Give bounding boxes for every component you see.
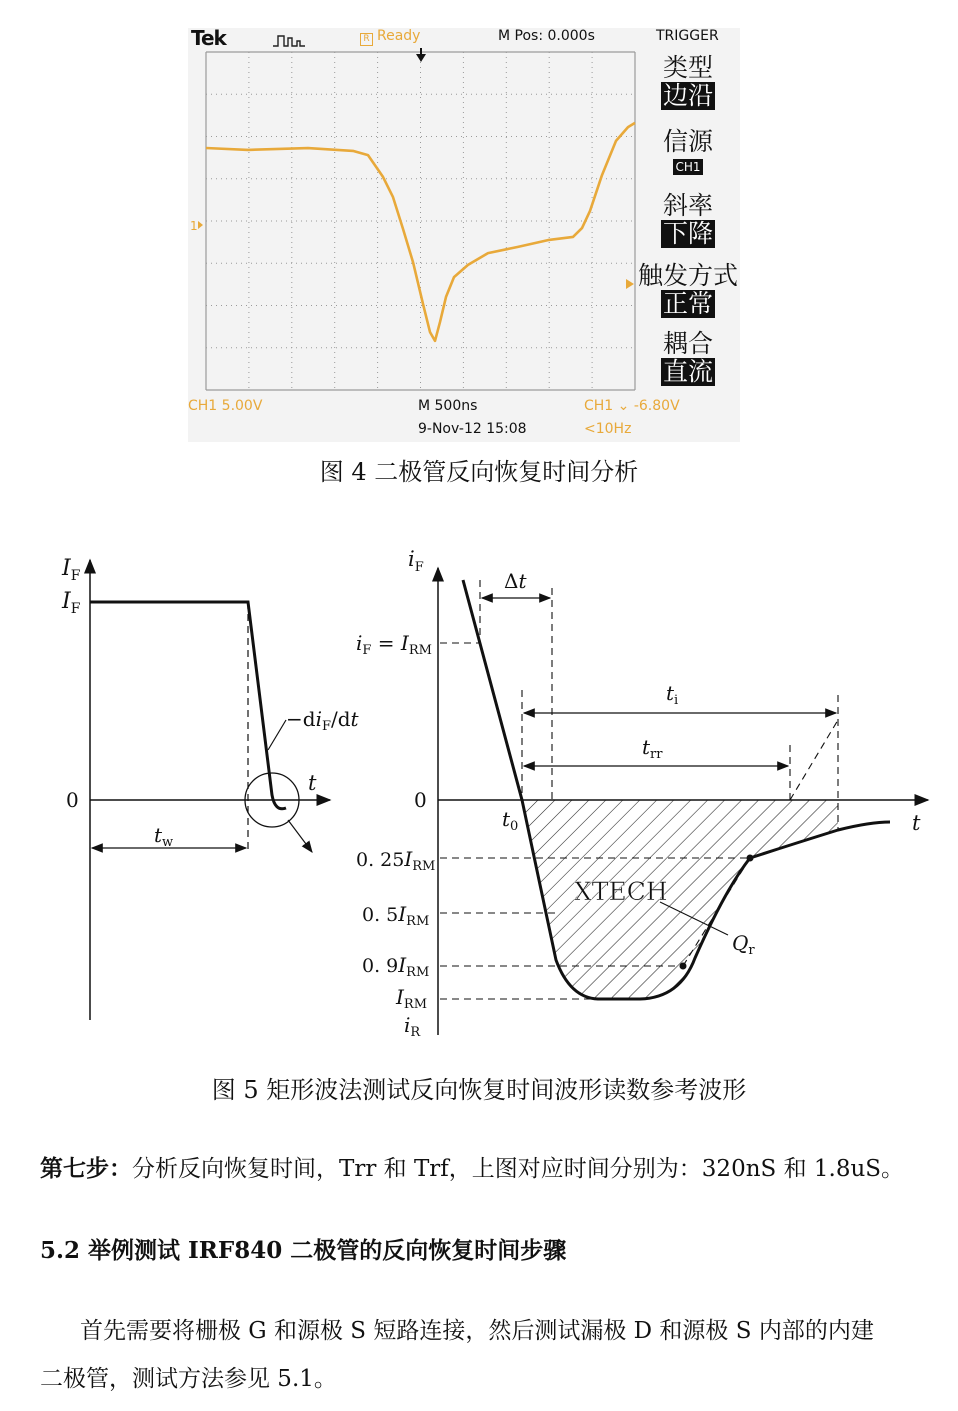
scope-status: R Ready — [360, 28, 420, 46]
recovery-waveform-panel — [356, 547, 928, 1040]
label-025-irm: 0. $25I_{RM}$ — [356, 847, 436, 874]
body-line-1: 首先需要将栅极 G 和源极 S 短路连接，然后测试漏极 D 和源极 S 内部的内建 — [80, 1318, 874, 1344]
tw-label: $t_w$ — [154, 823, 174, 850]
if-level-label: $I_F$ — [62, 589, 81, 617]
menu-mode[interactable]: 触发方式 正常 — [637, 261, 738, 318]
label-ir: $i_R$ — [404, 1013, 421, 1040]
step-seven-text: 分析反向恢复时间，Trr 和 Trf，上图对应时间分别为：320nS 和 1.8uS。 — [132, 1156, 905, 1182]
menu-source[interactable]: 信源 CH1 — [662, 127, 713, 174]
ch1-scale: CH1 5.00V — [188, 398, 263, 414]
section-heading: 5.2 举例测试 IRF840 二极管的反向恢复时间步骤 — [40, 1237, 567, 1264]
rectangular-pulse-panel — [61, 556, 360, 1020]
detail-arrow — [288, 820, 312, 852]
ch1-marker: 1 — [190, 219, 198, 233]
left-t-label: t — [308, 771, 317, 795]
figure-4-caption: 图 4 二极管反向恢复时间分析 — [319, 458, 639, 486]
label-05-irm: 0. $5I_{RM}$ — [362, 902, 430, 929]
step-seven — [40, 1150, 904, 1183]
ch1-trace — [206, 123, 635, 341]
trigger-readout: CH1 ⌄ -6.80V — [584, 398, 680, 414]
ready-icon: R — [360, 33, 373, 46]
right-y-label: $i_F$ — [408, 547, 424, 575]
reverse-recovery-diagram — [0, 540, 958, 1040]
timebase: M 500ns — [418, 398, 478, 414]
watermark: XTECH — [574, 877, 668, 906]
irm-equation-label: $i_F = I_{RM}$ — [356, 631, 432, 658]
figure-5-caption: 图 5 矩形波法测试反向恢复时间波形读数参考波形 — [211, 1076, 747, 1104]
label-09-irm: 0. $9I_{RM}$ — [362, 953, 430, 980]
left-zero-label: 0 — [66, 788, 79, 812]
menu-coupling[interactable]: 耦合 直流 — [662, 329, 713, 386]
step-seven-heading: 第七步： — [40, 1155, 132, 1182]
slope-label: $-di_F/dt$ — [286, 707, 359, 734]
scope-menu-title: TRIGGER — [656, 28, 719, 44]
trr-label: $t_{rr}$ — [642, 735, 663, 762]
trigger-level-marker — [626, 279, 634, 289]
ti-label: $t_i$ — [666, 681, 679, 708]
oscilloscope-screenshot — [188, 28, 740, 442]
recovery-charge-area — [522, 800, 838, 999]
body-line-2: 二极管，测试方法参见 5.1。 — [40, 1366, 337, 1392]
t0-label: $t_0$ — [502, 807, 519, 834]
label-irm: $I_{RM}$ — [396, 985, 428, 1012]
menu-slope[interactable]: 斜率 下降 — [662, 191, 713, 248]
trigger-position-marker — [416, 54, 426, 62]
scope-mpos: M Pos: 0.000s — [498, 28, 595, 44]
left-y-label: $I_F$ — [62, 556, 81, 584]
trigger-frequency: <10Hz — [584, 421, 632, 437]
scope-brand: Tek — [191, 26, 226, 50]
qr-label: $Q_r$ — [732, 931, 755, 958]
slope-leader — [268, 720, 286, 750]
date-time: 9-Nov-12 15:08 — [418, 421, 527, 437]
menu-type[interactable]: 类型 边沿 — [662, 53, 713, 110]
delta-t-label: Δt — [504, 569, 527, 593]
right-zero-label: 0 — [414, 788, 427, 812]
right-t-label: t — [912, 811, 921, 835]
